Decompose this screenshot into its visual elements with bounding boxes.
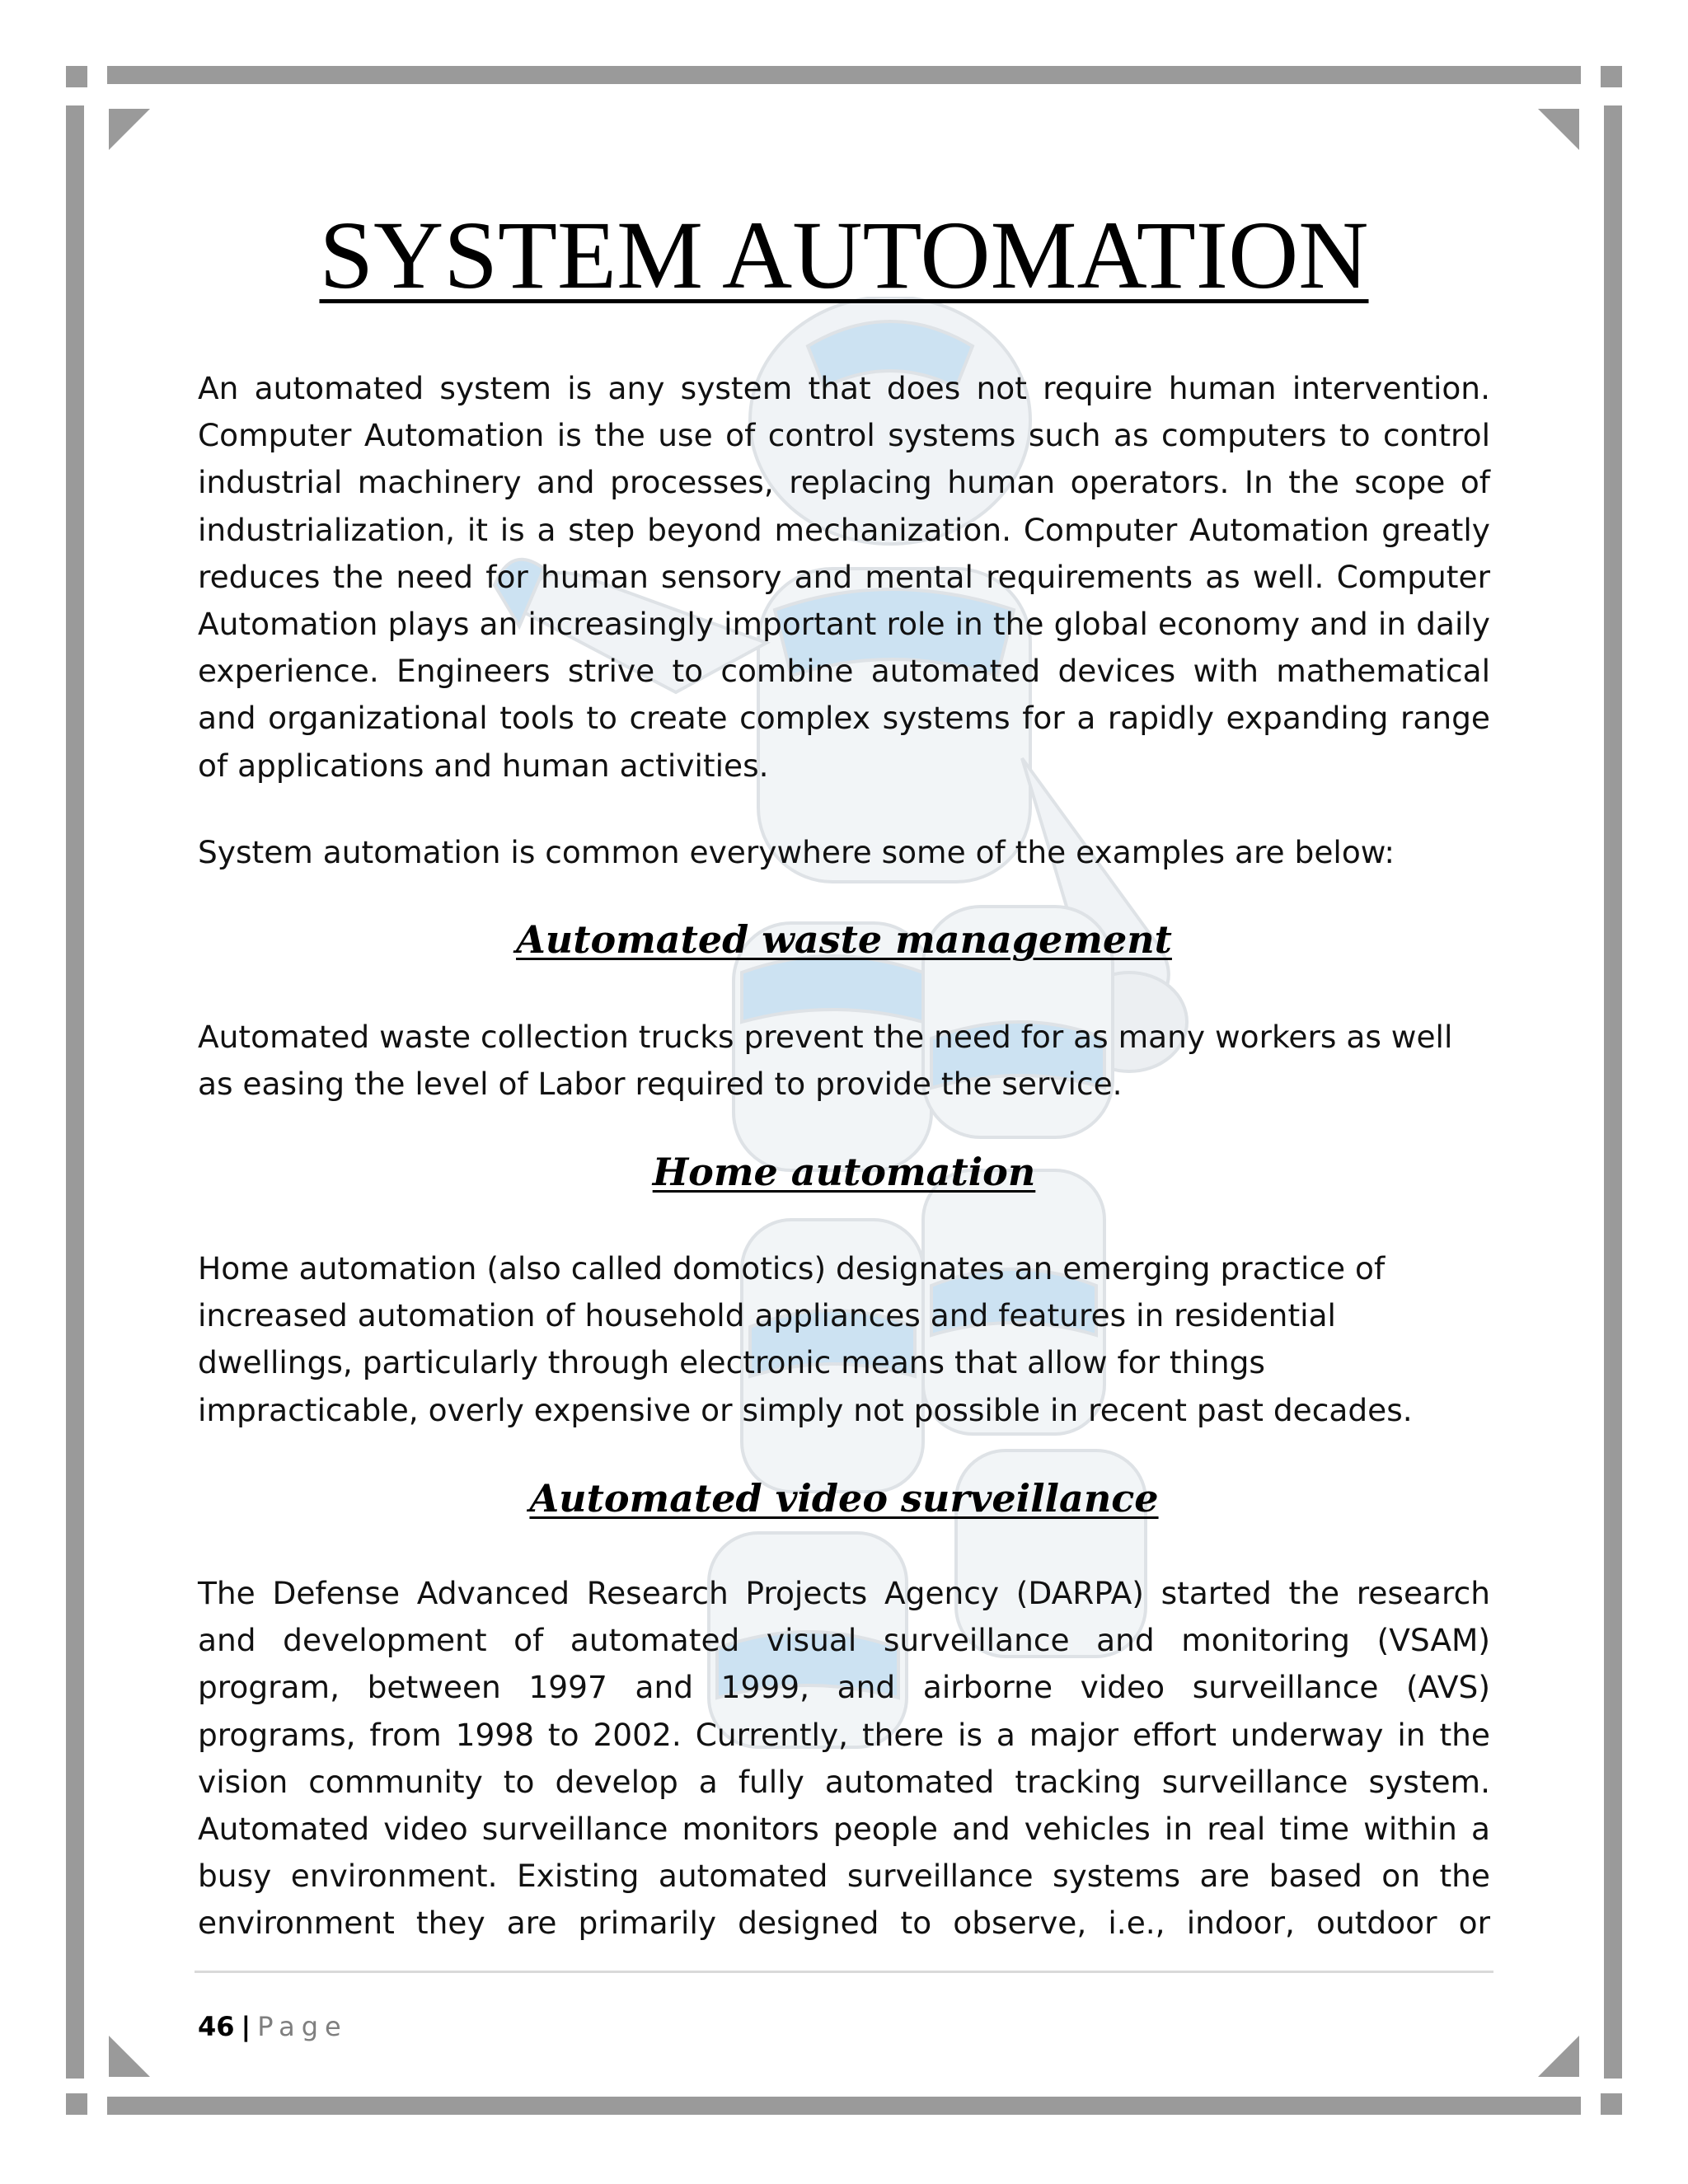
border-left bbox=[66, 105, 84, 2079]
section-body-home-automation: Home automation (also called domotics) designates an emerging practice of increased automation of household appliances and features in residential dwellings, particularly through electronic means that allow for things impracticable, overly expensive or simply not possible in recent past decades. bbox=[198, 1250, 1413, 1428]
page-number: 46 bbox=[198, 2011, 235, 2042]
section-heading-video-surveillance: Automated video surveillance bbox=[529, 1476, 1159, 1521]
section-heading-waste-management: Automated waste management bbox=[516, 917, 1172, 962]
corner-triangle-br bbox=[1538, 2036, 1579, 2077]
corner-square-tr bbox=[1601, 66, 1622, 87]
section-body-video-surveillance: The Defense Advanced Research Projects Agency (DARPA) started the research and development of automated visual surveillance and monitoring (VSAM) program, between 1997 and 1999, and airborne video surveillance (AVS) programs, from 1998 to 2002. Currently, there is a major effort underway in the vision community to develop a fully automated tracking surveillance system. Automated video surveillance monitors people and vehicles in real time within a busy environment. Existing automated surveillance systems are based on the environment they are primarily designed to observe, i.e., indoor, outdoor or bbox=[198, 1575, 1490, 1942]
corner-square-br bbox=[1601, 2093, 1622, 2115]
intro-paragraph: An automated system is any system that does not require human intervention. Computer Automation is the use of control systems such as computers to control industrial machinery and processes, replacing human operators. In the scope of industrialization, it is a step beyond mechanization. Computer Automation greatly reduces the need for human sensory and mental requirements as well. Computer Automation plays an increasingly important role in the global economy and in daily experience. Engineers strive to combine automated devices with mathematical and organizational tools to create complex systems for a rapidly expanding range of applications and human activities. bbox=[198, 370, 1490, 784]
corner-triangle-bl bbox=[109, 2036, 150, 2077]
intro-examples-line: System automation is common everywhere some of the examples are below: bbox=[198, 834, 1395, 870]
page-label: Page bbox=[257, 2011, 348, 2042]
border-bottom bbox=[107, 2097, 1581, 2115]
corner-triangle-tr bbox=[1538, 109, 1579, 150]
page-footer bbox=[198, 2011, 348, 2042]
border-right bbox=[1604, 105, 1622, 2079]
page-title: SYSTEM AUTOMATION bbox=[319, 201, 1369, 309]
footer-separator: | bbox=[241, 2011, 251, 2042]
footer-divider bbox=[195, 1971, 1493, 1973]
corner-triangle-tl bbox=[109, 109, 150, 150]
border-top bbox=[107, 66, 1581, 84]
section-heading-home-automation: Home automation bbox=[652, 1150, 1036, 1194]
corner-square-bl bbox=[66, 2093, 87, 2115]
corner-square-tl bbox=[66, 66, 87, 87]
section-body-waste-management: Automated waste collection trucks prevent the need for as many workers as well as easing the level of Labor required to provide the service. bbox=[198, 1019, 1453, 1103]
